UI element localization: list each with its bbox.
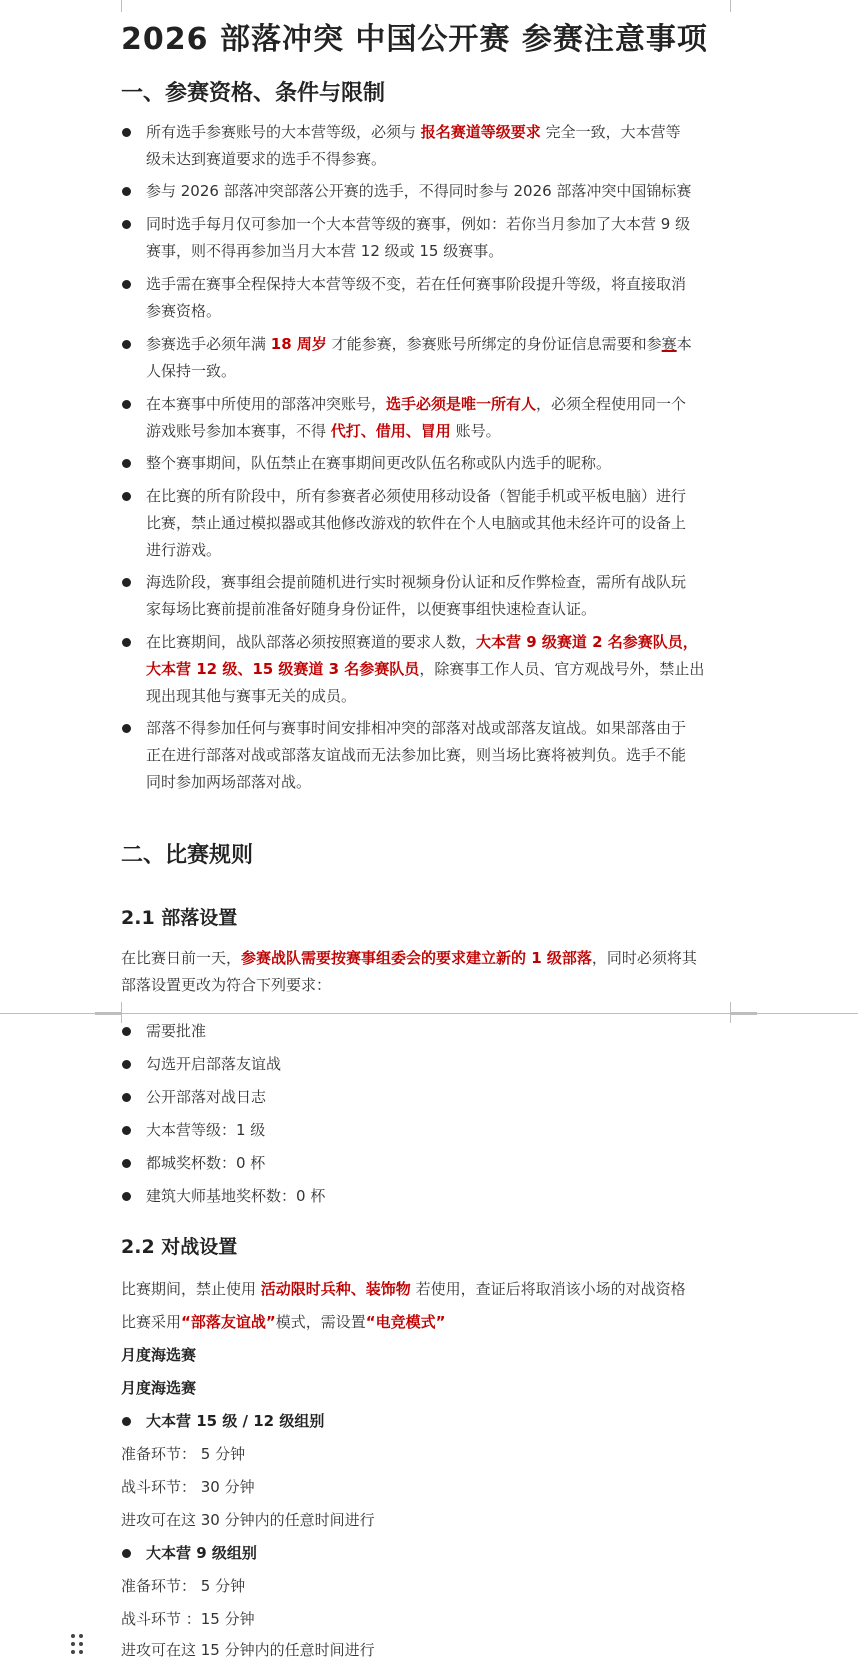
paragraph-line: 进攻可在这 15 分钟内的任意时间进行 <box>121 1641 375 1659</box>
document-title: 2026 部落冲突 中国公开赛 参赛注意事项 <box>121 22 708 57</box>
list-item-line: 级未达到赛道要求的选手不得参赛。 <box>146 150 387 168</box>
page-corner-mark <box>730 1014 757 1023</box>
bullet-icon <box>122 1060 131 1069</box>
paragraph-line: 准备环节： 5 分钟 <box>121 1577 246 1595</box>
spellcheck-underline: 赛 <box>661 335 677 353</box>
list-item-line: 海选阶段，赛事组会提前随机进行实时视频身份认证和反作弊检查，需所有战队玩 <box>146 573 687 591</box>
list-item-line: 人保持一致。 <box>146 362 237 380</box>
list-item-line: 在比赛期间，战队部落必须按照赛道的要求人数，大本营 9 级赛道 2 名参赛队员， <box>146 633 698 651</box>
paragraph-line: 月度海选赛 <box>121 1379 197 1397</box>
bullet-icon <box>122 340 131 349</box>
list-item-line: 家每场比赛前提前准备好随身身份证件，以便赛事组快速检查认证。 <box>146 600 597 618</box>
list-item-line: 参与 2026 部落冲突部落公开赛的选手，不得同时参与 2026 部落冲突中国锦标赛 <box>146 182 692 200</box>
bullet-icon <box>122 1027 131 1036</box>
list-item-line: 比赛，禁止通过模拟器或其他修改游戏的软件在个人电脑或其他未经许可的设备上 <box>146 514 687 532</box>
paragraph-line: 战斗环节 ：15 分钟 <box>121 1610 255 1628</box>
bullet-icon <box>122 1126 131 1135</box>
list-item-line: 参赛资格。 <box>146 302 222 320</box>
paragraph-line: 在比赛日前一天，参赛战队需要按赛事组委会的要求建立新的 1 级部落，同时必须将其 <box>121 949 697 967</box>
bullet-icon <box>122 128 131 137</box>
section2-heading: 二、比赛规则 <box>121 843 254 868</box>
bullet-icon <box>122 1192 131 1201</box>
paragraph-line: 战斗环节： 30 分钟 <box>121 1478 255 1496</box>
bullet-icon <box>122 459 131 468</box>
list-item-line: 正在进行部落对战或部落友谊战而无法参加比赛，则当场比赛将被判负。选手不能 <box>146 746 687 764</box>
bullet-icon <box>122 1093 131 1102</box>
list-item-line: 同时选手每月仅可参加一个大本营等级的赛事，例如：若你当月参加了大本营 9 级 <box>146 215 691 233</box>
bullet-icon <box>122 1549 131 1558</box>
list-item-line: 赛事，则不得再参加当月大本营 12 级或 15 级赛事。 <box>146 242 504 260</box>
list-item-line: 参赛选手必须年满 18 周岁 才能参赛，参赛账号所绑定的身份证信息需要和参赛本 <box>146 335 692 353</box>
paragraph-line: 部落设置更改为符合下列要求： <box>121 976 332 994</box>
subsection-heading: 2.2 对战设置 <box>121 1236 238 1258</box>
list-item: 需要批准 <box>146 1022 207 1040</box>
list-item: 勾选开启部落友谊战 <box>146 1055 282 1073</box>
page-corner-mark <box>95 1014 122 1023</box>
subsection-heading: 2.1 部落设置 <box>121 907 238 929</box>
list-item-line: 大本营 12 级、15 级赛道 3 名参赛队员，除赛事工作人员、官方观战号外，禁止出 <box>146 660 705 678</box>
bullet-icon <box>122 280 131 289</box>
paragraph-line: 比赛采用“部落友谊战”模式，需设置“电竞模式” <box>121 1313 446 1331</box>
list-item-line: 现出现其他与赛事无关的成员。 <box>146 687 357 705</box>
list-item: 都城奖杯数：0 杯 <box>146 1154 266 1172</box>
page-corner-mark <box>95 0 122 12</box>
list-item: 大本营 15 级 / 12 级组别 <box>146 1412 325 1430</box>
list-item-line: 游戏账号参加本赛事，不得 代打、借用、冒用 账号。 <box>146 422 501 440</box>
list-item-line: 进行游戏。 <box>146 541 222 559</box>
list-item-line: 整个赛事期间，队伍禁止在赛事期间更改队伍名称或队内选手的昵称。 <box>146 454 612 472</box>
section1-heading: 一、参赛资格、条件与限制 <box>121 81 386 106</box>
list-item: 建筑大师基地奖杯数：0 杯 <box>146 1187 326 1205</box>
bullet-icon <box>122 492 131 501</box>
list-item-line: 同时参加两场部落对战。 <box>146 773 312 791</box>
list-item: 大本营 9 级组别 <box>146 1544 257 1562</box>
bullet-icon <box>122 400 131 409</box>
list-item: 公开部落对战日志 <box>146 1088 267 1106</box>
list-item: 大本营等级：1 级 <box>146 1121 266 1139</box>
paragraph-line: 月度海选赛 <box>121 1346 197 1364</box>
bullet-icon <box>122 220 131 229</box>
list-item-line: 在比赛的所有阶段中，所有参赛者必须使用移动设备（智能手机或平板电脑）进行 <box>146 487 687 505</box>
list-item-line: 部落不得参加任何与赛事时间安排相冲突的部落对战或部落友谊战。如果部落由于 <box>146 719 687 737</box>
bullet-icon <box>122 578 131 587</box>
list-item-line: 选手需在赛事全程保持大本营等级不变，若在任何赛事阶段提升等级，将直接取消 <box>146 275 687 293</box>
drag-handle-icon[interactable] <box>71 1634 85 1658</box>
page-corner-mark <box>95 1002 122 1013</box>
page-corner-mark <box>730 0 757 12</box>
bullet-icon <box>122 187 131 196</box>
bullet-icon <box>122 638 131 647</box>
list-item-line: 在本赛事中所使用的部落冲突账号，选手必须是唯一所有人，必须全程使用同一个 <box>146 395 687 413</box>
paragraph-line: 进攻可在这 30 分钟内的任意时间进行 <box>121 1511 375 1529</box>
list-item-line: 所有选手参赛账号的大本营等级，必须与 报名赛道等级要求 完全一致，大本营等 <box>146 123 681 141</box>
bullet-icon <box>122 1417 131 1426</box>
paragraph-line: 比赛期间，禁止使用 活动限时兵种、装饰物 若使用，查证后将取消该小场的对战资格 <box>121 1280 686 1298</box>
page-corner-mark <box>730 1002 757 1013</box>
paragraph-line: 准备环节： 5 分钟 <box>121 1445 246 1463</box>
bullet-icon <box>122 1159 131 1168</box>
bullet-icon <box>122 724 131 733</box>
